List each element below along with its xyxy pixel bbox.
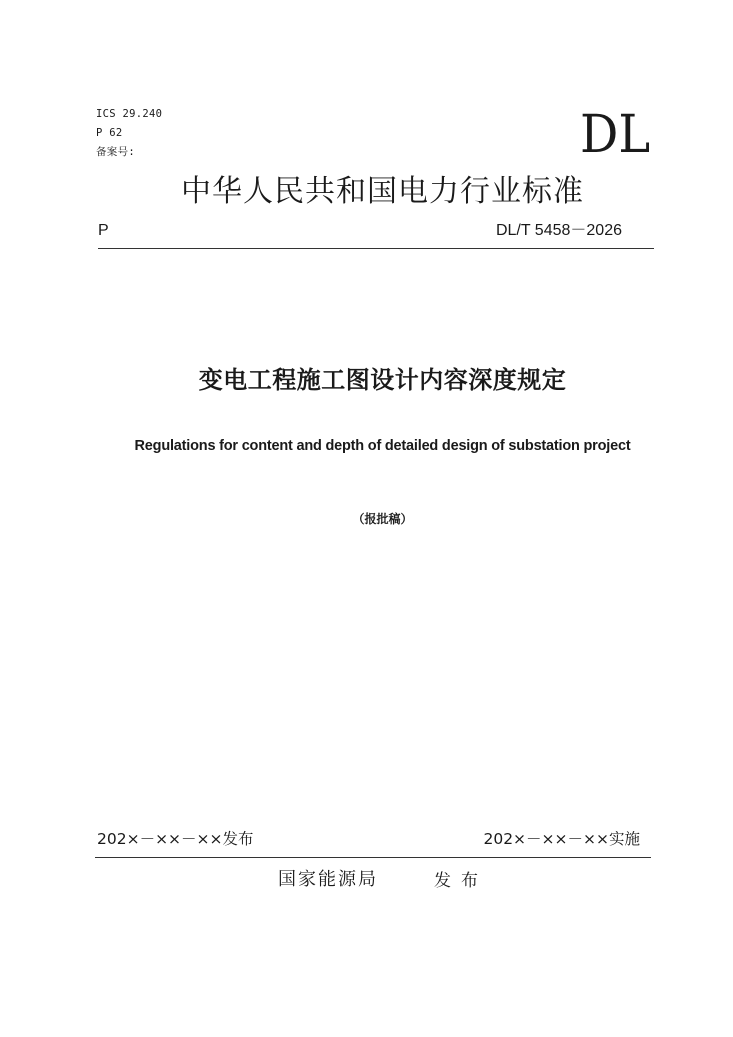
document-title-chinese: 变电工程施工图设计内容深度规定	[198, 366, 567, 394]
ics-code: ICS 29.240	[96, 108, 163, 120]
draft-status: （报批稿）	[352, 512, 413, 526]
dl-standard-mark: DL	[580, 105, 651, 165]
footer-divider	[95, 857, 651, 858]
implementation-date: 202×－××－××实施	[483, 830, 640, 848]
industry-standard-title: 中华人民共和国电力行业标准	[181, 174, 584, 209]
issuing-authority: 国家能源局	[278, 869, 378, 890]
header-divider	[98, 248, 654, 249]
publish-date: 202×－××－××发布	[97, 830, 254, 848]
category-letter: P	[98, 222, 109, 239]
document-title-english: Regulations for content and depth of detailed design of substation project	[134, 438, 631, 454]
filing-number-label: 备案号:	[96, 146, 136, 158]
issue-label: 发布	[434, 871, 488, 891]
standard-number: DL/T 5458－2026	[495, 222, 622, 239]
p-code: P 62	[96, 127, 123, 139]
